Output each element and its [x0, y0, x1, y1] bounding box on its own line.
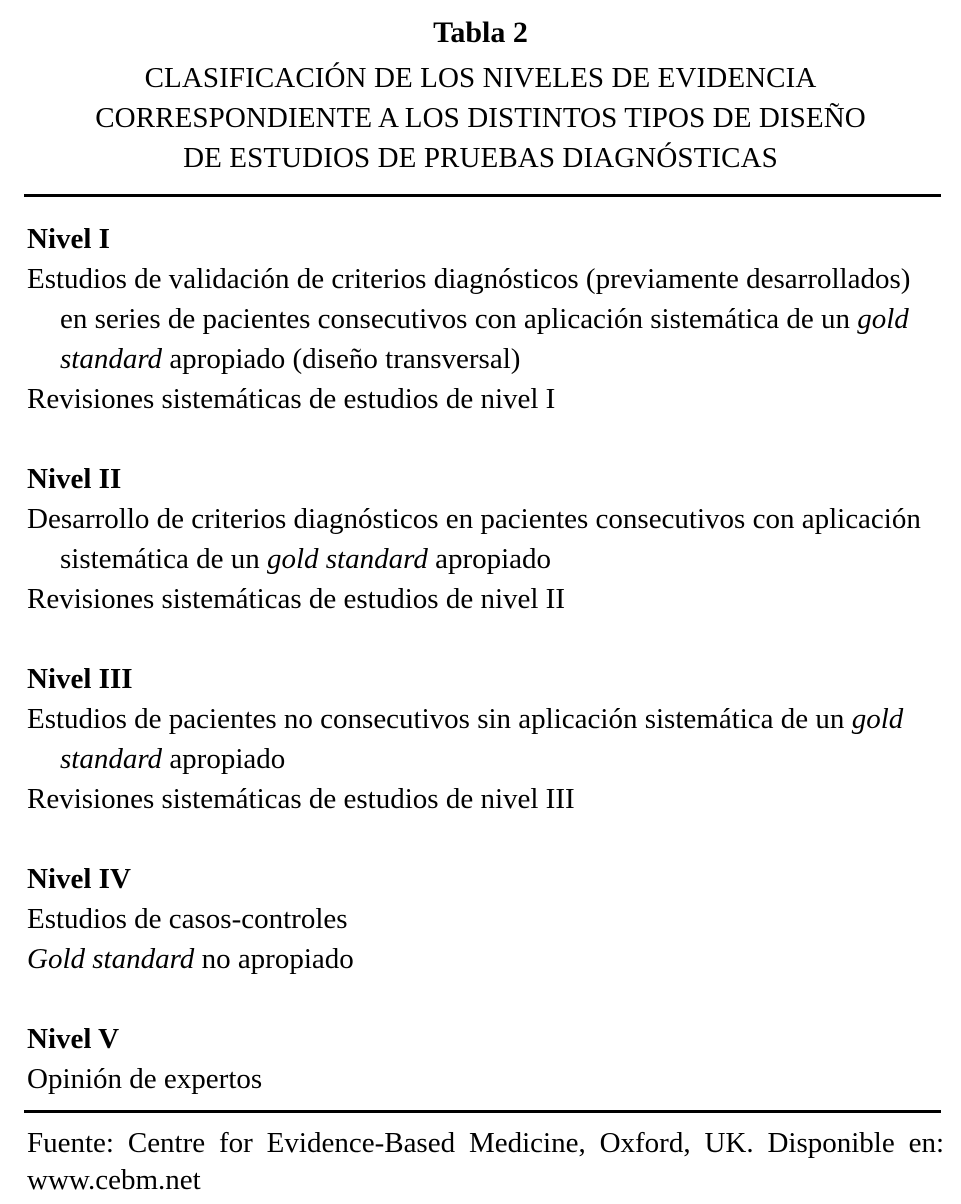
criterion-text: apropiado (diseño transversal): [162, 343, 521, 375]
criterion-text: Estudios de casos-controles: [27, 903, 348, 935]
level-criterion: [27, 379, 941, 419]
level-3: [27, 659, 941, 819]
criterion-text: Desarrollo de criterios diagnósticos en pacientes consecutivos con aplicación sistemática de un: [27, 503, 921, 575]
level-4: [27, 859, 941, 979]
level-heading: Nivel V: [27, 1023, 120, 1055]
evidence-levels: [27, 219, 941, 1099]
table-title: [27, 58, 934, 178]
level-criterion: [27, 1059, 941, 1099]
criterion-text: Revisiones sistemáticas de estudios de nivel II: [27, 583, 566, 615]
criterion-text: apropiado: [427, 543, 552, 575]
table-title-line: CORRESPONDIENTE A LOS DISTINTOS TIPOS DE DISEÑO: [95, 102, 866, 134]
level-1: [27, 219, 941, 419]
level-heading: Nivel IV: [27, 863, 131, 895]
level-heading: Nivel III: [27, 663, 133, 695]
criterion-text: Estudios de validación de criterios diagnósticos (previamente desarrollados) en series de pacientes consecutivos con aplicación sistemática de un: [27, 263, 911, 335]
level-criterion: [27, 899, 941, 939]
level-criterion: [27, 779, 941, 819]
criterion-text-italic: gold standard: [60, 703, 904, 775]
level-5: [27, 1019, 941, 1099]
source-note: Fuente: Centre for Evidence-Based Medicine, Oxford, UK. Disponible en: www.cebm.net: [27, 1127, 944, 1196]
criterion-text: no apropiado: [194, 943, 354, 975]
level-criterion: [27, 259, 941, 379]
criterion-text: apropiado: [162, 743, 286, 775]
criterion-text: Estudios de pacientes no consecutivos sin aplicación sistemática de un: [27, 703, 852, 735]
criterion-text: Revisiones sistemáticas de estudios de nivel I: [27, 383, 556, 415]
table-number: Tabla 2: [433, 16, 528, 49]
bottom-rule: [24, 1110, 941, 1113]
level-2: [27, 459, 941, 619]
level-criterion: [27, 699, 941, 779]
criterion-text: Opinión de expertos: [27, 1063, 263, 1095]
criterion-text: Revisiones sistemáticas de estudios de nivel III: [27, 783, 575, 815]
top-rule: [24, 194, 941, 197]
level-heading: Nivel I: [27, 223, 110, 255]
level-criterion: [27, 939, 941, 979]
table-title-line: CLASIFICACIÓN DE LOS NIVELES DE EVIDENCIA: [144, 62, 817, 94]
criterion-text-italic: gold standard: [266, 543, 428, 575]
level-criterion: [27, 579, 941, 619]
criterion-text-italic: Gold standard: [27, 943, 195, 975]
level-heading: Nivel II: [27, 463, 122, 495]
table-title-line: DE ESTUDIOS DE PRUEBAS DIAGNÓSTICAS: [183, 142, 778, 174]
criterion-text-italic: gold standard: [60, 303, 909, 375]
level-criterion: [27, 499, 941, 579]
